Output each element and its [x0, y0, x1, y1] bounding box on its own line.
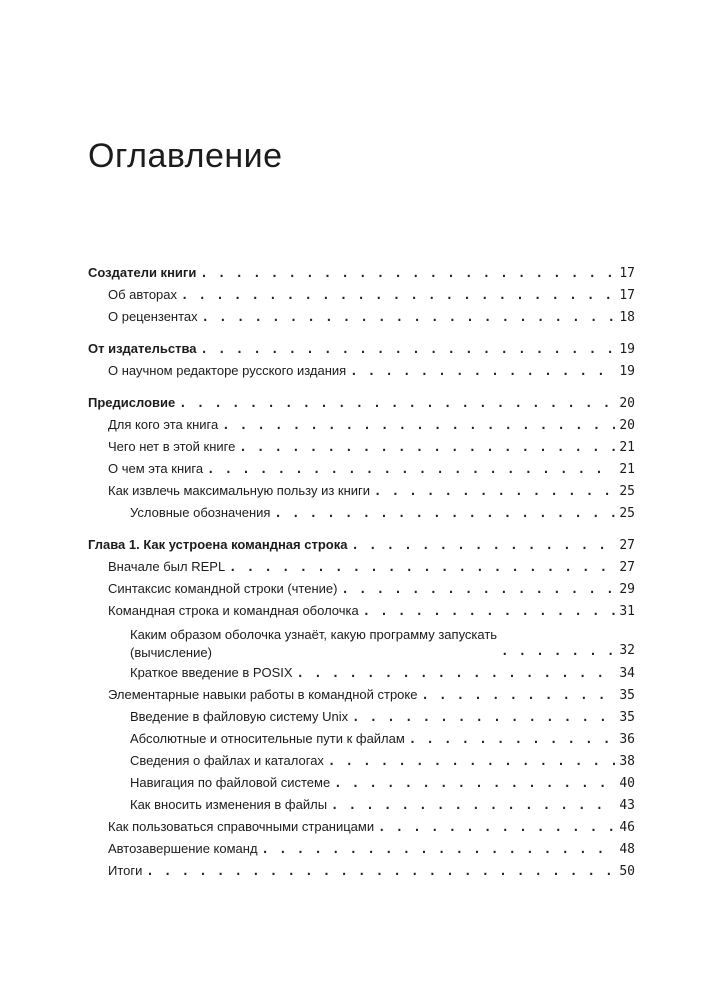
toc-entry-title-line: Каким образом оболочка узнаёт, какую программу запускать: [130, 627, 498, 642]
toc-entry[interactable]: [88, 600, 635, 622]
toc-entry[interactable]: [88, 728, 635, 750]
toc-entry-title: От издательства: [88, 341, 197, 356]
dot-leader: [334, 772, 615, 794]
toc-entry-page-number: 48: [619, 842, 635, 857]
toc-entry[interactable]: [88, 458, 635, 480]
dot-leader: [274, 502, 615, 524]
toc-entry-page-number: 38: [619, 754, 635, 769]
dot-leader: [409, 728, 616, 750]
toc-entry-page-number: 29: [619, 582, 635, 597]
dot-leader: [239, 436, 615, 458]
toc-entry-page-number: 19: [619, 342, 635, 357]
dot-leader: [378, 816, 615, 838]
dot-leader: [146, 860, 615, 882]
dot-leader: [421, 684, 615, 706]
toc-entry-page-number: 43: [619, 798, 635, 813]
toc-entry[interactable]: [88, 816, 635, 838]
toc-entry-title: Командная строка и командная оболочка: [108, 603, 359, 618]
toc-entry-title: Абсолютные и относительные пути к файлам: [130, 731, 405, 746]
dot-leader: [202, 306, 616, 328]
toc-entry[interactable]: [88, 622, 635, 662]
toc-entry-title: О чем эта книга: [108, 461, 204, 476]
toc-entry-title: О рецензентах: [108, 309, 198, 324]
toc-entry[interactable]: [88, 414, 635, 436]
toc-entry-page-number: 27: [619, 538, 635, 553]
toc-entry-title: Автозавершение команд: [108, 841, 258, 856]
toc-entry-title: Элементарные навыки работы в командной строке: [108, 687, 418, 702]
toc-entry[interactable]: [88, 284, 635, 306]
toc-entry-page-number: 19: [619, 364, 635, 379]
toc-entry-title: О научном редакторе русского издания: [108, 363, 347, 378]
toc-entry-title: Об авторах: [108, 287, 178, 302]
dot-leader: [201, 338, 616, 360]
dot-leader: [351, 534, 615, 556]
toc-entry-title: Сведения о файлах и каталогах: [130, 753, 324, 768]
toc-entry-page-number: 18: [619, 310, 635, 325]
toc-entry-page-number: 27: [619, 560, 635, 575]
toc-entry-page-number: 20: [619, 396, 635, 411]
toc-entry-title: [130, 626, 497, 662]
toc-entry-page-number: 31: [619, 604, 635, 619]
toc-entry[interactable]: [88, 860, 635, 882]
toc-entry[interactable]: [88, 392, 635, 414]
dot-leader: [262, 838, 616, 860]
toc-entry-page-number: 17: [619, 266, 635, 281]
toc-entry-title: Введение в файловую систему Unix: [130, 709, 349, 724]
toc-entry-title: Краткое введение в POSIX: [130, 665, 293, 680]
toc-entry-page-number: 36: [619, 732, 635, 747]
dot-leader: [181, 284, 615, 306]
toc-entry-title: Для кого эта книга: [108, 417, 219, 432]
dot-leader: [331, 794, 615, 816]
toc-entry[interactable]: [88, 480, 635, 502]
toc-entry-title: Вначале был REPL: [108, 559, 226, 574]
toc-entry-page-number: 17: [619, 288, 635, 303]
dot-leader: [222, 414, 615, 436]
toc-entry-title: Чего нет в этой книге: [108, 439, 236, 454]
toc-entry[interactable]: [88, 436, 635, 458]
dot-leader: [207, 458, 615, 480]
toc-entry[interactable]: [88, 578, 635, 600]
toc-entry-title: Условные обозначения: [130, 505, 271, 520]
toc-entry[interactable]: [88, 262, 635, 284]
toc-entry[interactable]: [88, 750, 635, 772]
toc-entry-page-number: 25: [619, 506, 635, 521]
dot-leader: [229, 556, 615, 578]
dot-leader: [328, 750, 615, 772]
toc-entry[interactable]: [88, 838, 635, 860]
toc-entry[interactable]: [88, 794, 635, 816]
dot-leader: [200, 262, 615, 284]
toc-entry-title: Предисловие: [88, 395, 176, 410]
toc-entry-page-number: 21: [619, 440, 635, 455]
toc-entry[interactable]: [88, 662, 635, 684]
dot-leader: [501, 640, 615, 662]
toc-entry-title: Как извлечь максимальную пользу из книги: [108, 483, 371, 498]
toc-entry-title: Глава 1. Как устроена командная строка: [88, 537, 348, 552]
toc-entry[interactable]: [88, 534, 635, 556]
toc-entry-page-number: 46: [619, 820, 635, 835]
toc-entry[interactable]: [88, 338, 635, 360]
dot-leader: [341, 578, 615, 600]
toc-entry[interactable]: [88, 306, 635, 328]
toc-entry-title: Навигация по файловой системе: [130, 775, 331, 790]
dot-leader: [363, 600, 616, 622]
toc-entry[interactable]: [88, 684, 635, 706]
dot-leader: [352, 706, 615, 728]
toc-entry[interactable]: [88, 502, 635, 524]
toc-entry[interactable]: [88, 772, 635, 794]
toc-entry-page-number: 25: [619, 484, 635, 499]
toc-entry[interactable]: [88, 360, 635, 382]
toc-entry-page-number: 35: [619, 688, 635, 703]
toc-entry-page-number: 34: [619, 666, 635, 681]
toc-entry-title: Как пользоваться справочными страницами: [108, 819, 375, 834]
dot-leader: [179, 392, 615, 414]
toc-entry[interactable]: [88, 706, 635, 728]
dot-leader: [350, 360, 615, 382]
toc-entry-title: Синтаксис командной строки (чтение): [108, 581, 338, 596]
dot-leader: [374, 480, 615, 502]
toc-entry-title: Как вносить изменения в файлы: [130, 797, 328, 812]
toc-entry-title: Итоги: [108, 863, 143, 878]
table-of-contents: [88, 262, 635, 882]
dot-leader: [297, 662, 616, 684]
toc-entry-page-number: 40: [619, 776, 635, 791]
toc-entry-page-number: 50: [619, 864, 635, 879]
toc-entry-page-number: 35: [619, 710, 635, 725]
toc-entry-title: Создатели книги: [88, 265, 197, 280]
toc-entry[interactable]: [88, 556, 635, 578]
toc-entry-page-number: 32: [619, 643, 635, 658]
toc-entry-page-number: 21: [619, 462, 635, 477]
toc-entry-page-number: 20: [619, 418, 635, 433]
page-title: Оглавление: [88, 136, 283, 175]
toc-entry-title-line: (вычисление): [130, 645, 212, 660]
